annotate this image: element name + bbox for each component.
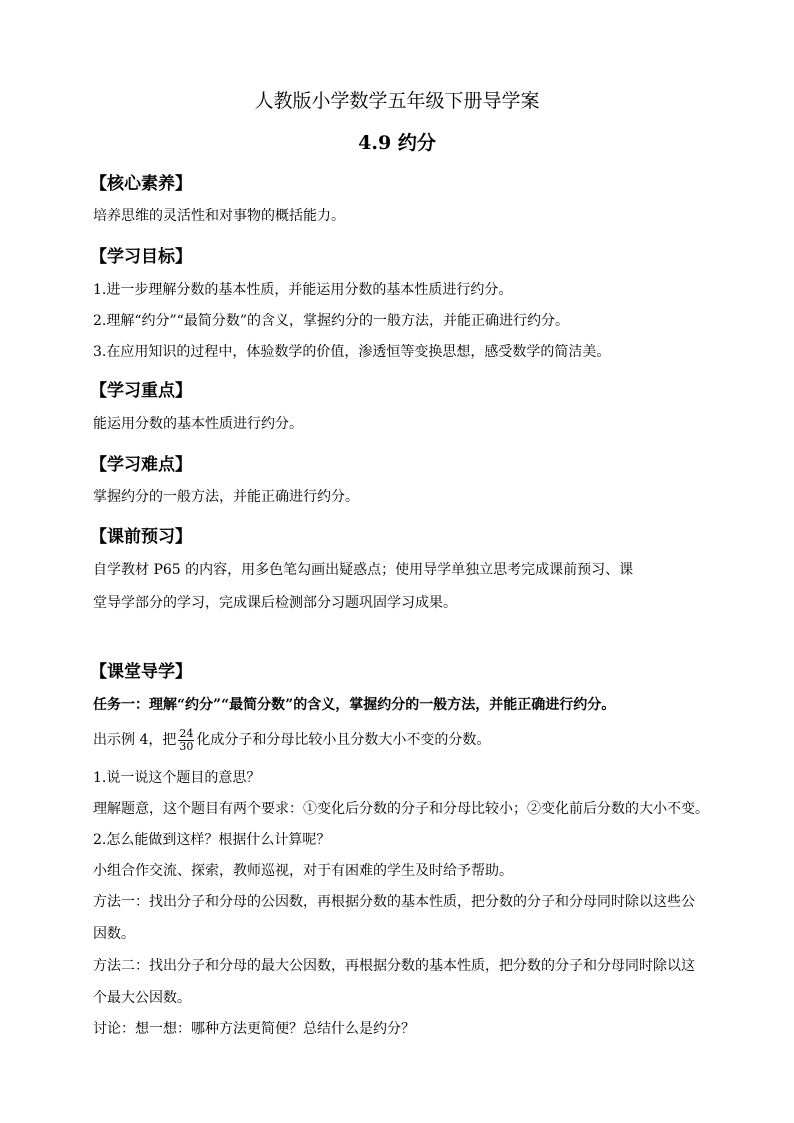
learning-difficulty-text: 掌握约分的一般方法，并能正确进行约分。 bbox=[93, 489, 359, 505]
heading-classroom-guide: 【课堂导学】 bbox=[90, 662, 192, 682]
method-1-line-2: 因数。 bbox=[93, 926, 135, 942]
preview-line-2: 堂导学部分的学习，完成课后检测部分习题巩固学习成果。 bbox=[93, 595, 457, 611]
goal-item-3: 3.在应用知识的过程中，体验数学的价值，渗透恒等变换思想，感受数学的简洁美。 bbox=[93, 344, 611, 360]
answer-2: 小组合作交流、探索，教师巡视，对于有困难的学生及时给予帮助。 bbox=[93, 863, 513, 879]
discussion-text: 讨论：想一想：哪种方法更简便？总结什么是约分？ bbox=[93, 1021, 415, 1037]
answer-1: 理解题意，这个题目有两个要求：①变化后分数的分子和分母比较小；②变化前后分数的大小不变。 bbox=[93, 801, 709, 817]
example-line bbox=[93, 722, 490, 758]
example-prefix: 出示例 4，把 bbox=[93, 732, 177, 748]
method-2-line-2: 个最大公因数。 bbox=[93, 990, 191, 1006]
fraction-24-30 bbox=[178, 728, 194, 753]
example-suffix: 化成分子和分母比较小且分数大小不变的分数。 bbox=[196, 732, 491, 748]
heading-learning-goals: 【学习目标】 bbox=[90, 247, 192, 267]
question-1: 1.说一说这个题目的意思？ bbox=[93, 770, 261, 786]
task-one-text: 任务一：理解“约分”“最简分数”的含义，掌握约分的一般方法，并能正确进行约分。 bbox=[93, 697, 616, 713]
core-literacy-text: 培养思维的灵活性和对事物的概括能力。 bbox=[93, 208, 345, 224]
goal-item-2: 2.理解“约分”“最简分数”的含义，掌握约分的一般方法，并能正确进行约分。 bbox=[93, 313, 569, 329]
method-2-line-1: 方法二：找出分子和分母的最大公因数，再根据分数的基本性质，把分数的分子和分母同时除以这 bbox=[93, 958, 695, 974]
learning-focus-text: 能运用分数的基本性质进行约分。 bbox=[93, 416, 303, 432]
heading-preview: 【课前预习】 bbox=[90, 527, 192, 547]
heading-learning-difficulty: 【学习难点】 bbox=[90, 455, 192, 475]
preview-line-1: 自学教材 P65 的内容，用多色笔勾画出疑惑点；使用导学单独立思考完成课前预习、课 bbox=[93, 562, 634, 578]
heading-core-literacy: 【核心素养】 bbox=[90, 174, 192, 194]
fraction-denominator: 30 bbox=[179, 739, 194, 753]
heading-learning-focus: 【学习重点】 bbox=[90, 381, 192, 401]
fraction-numerator: 24 bbox=[179, 726, 194, 740]
lesson-title: 4.9 约分 bbox=[358, 132, 436, 154]
document-title: 人教版小学数学五年级下册导学案 bbox=[254, 90, 540, 112]
goal-item-1: 1.进一步理解分数的基本性质，并能运用分数的基本性质进行约分。 bbox=[93, 282, 513, 298]
question-2: 2.怎么能做到这样？根据什么计算呢？ bbox=[93, 832, 331, 848]
method-1-line-1: 方法一：找出分子和分母的公因数，再根据分数的基本性质，把分数的分子和分母同时除以这些公 bbox=[93, 894, 695, 910]
